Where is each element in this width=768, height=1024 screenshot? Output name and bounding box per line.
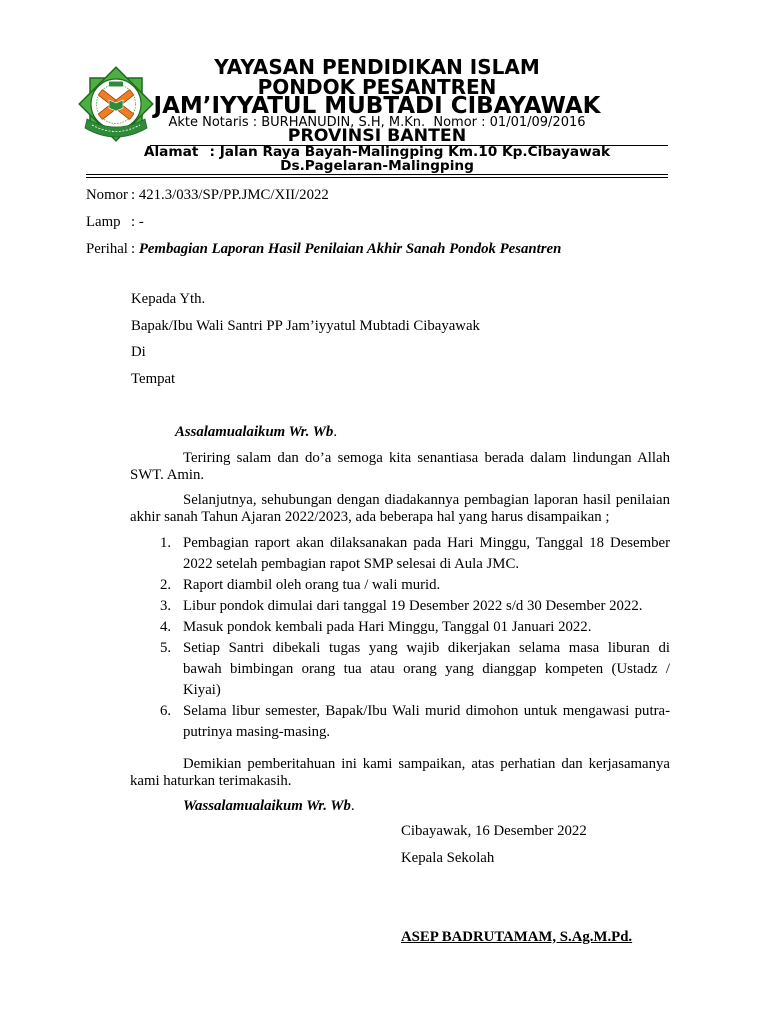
nomor-separator: : [131,186,136,203]
list-item-number: 6. [160,702,172,719]
list-item-number: 4. [160,618,172,635]
paragraph-1-line-2: SWT. Amin. [130,466,205,483]
paragraph-1-line-1: Teriring salam dan do’a semoga kita senantiasa berada dalam lindungan Allah [183,449,670,466]
opening-salutation [175,424,337,441]
list-item-number: 5. [160,639,172,656]
letterhead-double-rule-top [86,174,668,175]
perihal-label: Perihal [86,240,128,257]
province: PROVINSI BANTEN [287,126,467,146]
closing-salutation-text: Wassalamualaikum Wr. Wb [183,797,351,814]
recipient-greeting: Kepada Yth. [131,290,206,307]
lamp-label: Lamp [86,213,121,230]
list-item-line: putrinya masing-masing. [183,723,331,740]
opening-salutation-punct: . [333,423,338,440]
nomor-value: 421.3/033/SP/PP.JMC/XII/2022 [138,186,329,203]
nomor-label: Nomor [86,186,128,203]
list-item-number: 1. [160,534,172,551]
list-item-line: Raport diambil oleh orang tua / wali murid. [183,576,441,593]
list-item-line: Kiyai) [183,681,221,698]
list-item-number: 3. [160,597,172,614]
list-item-number: 2. [160,576,172,593]
address-line-2: Ds.Pagelaran-Malingping [280,158,474,174]
recipient-place: Tempat [131,370,176,387]
closing-paragraph-line-2: kami haturkan terimakasih. [130,772,292,789]
recipient-di: Di [131,343,146,360]
lamp-row [86,214,144,231]
opening-salutation-text: Assalamualaikum Wr. Wb [175,423,334,440]
recipient-name: Bapak/Ibu Wali Santri PP Jam’iyyatul Mubtadi Cibayawak [131,317,480,334]
list-item-line: 2022 setelah pembagian rapot SMP selesai di Aula JMC. [183,555,520,572]
list-item-line: Pembagian raport akan dilaksanakan pada Hari Minggu, Tanggal 18 Desember [183,534,670,551]
closing-salutation-punct: . [350,797,355,814]
closing-salutation [183,798,355,815]
address-label: Alamat [143,144,199,160]
signature-place-date: Cibayawak, 16 Desember 2022 [401,822,587,839]
paragraph-2-line-2: akhir sanah Tahun Ajaran 2022/2023, ada beberapa hal yang harus disampaikan ; [130,508,610,525]
closing-paragraph-line-1: Demikian pemberitahuan ini kami sampaikan, atas perhatian dan kerjasamanya [183,755,670,772]
institution-name: JAM’IYYATUL MUBTADI CIBAYAWAK [153,93,601,119]
perihal-row [86,241,561,258]
nomor-row [86,187,329,204]
notary-deed: Akte Notaris : BURHANUDIN, S.H, M.Kn. Nomor : 01/01/09/2016 [168,115,586,130]
signature-position: Kepala Sekolah [401,849,495,866]
perihal-value: Pembagian Laporan Hasil Penilaian Akhir Sanah Pondok Pesantren [138,240,562,257]
address-separator: : [209,144,215,160]
letterhead-double-rule-bottom [86,177,668,178]
perihal-separator: : [131,240,136,257]
foundation-title: YAYASAN PENDIDIKAN ISLAM [214,55,540,79]
list-item-line: Libur pondok dimulai dari tanggal 19 Desember 2022 s/d 30 Desember 2022. [183,597,643,614]
address-street: Jalan Raya Bayah-Malingping Km.10 Kp.Cibayawak [219,144,611,160]
institution-type: PONDOK PESANTREN [257,75,497,99]
paragraph-2-line-1: Selanjutnya, sehubungan dengan diadakannya pembagian laporan hasil penilaian [183,491,670,508]
list-item-line: Masuk pondok kembali pada Hari Minggu, Tanggal 01 Januari 2022. [183,618,592,635]
list-item-line: Selama libur semester, Bapak/Ibu Wali murid dimohon untuk mengawasi putra- [183,702,670,719]
list-item-line: Setiap Santri dibekali tugas yang wajib dikerjakan selama masa liburan di [183,639,670,656]
signature-name: ASEP BADRUTAMAM, S.Ag.M.Pd. [401,928,633,945]
list-item-line: bawah bimbingan orang tua atau orang yang dianggap kompeten (Ustadz / [183,660,670,677]
lamp-value: - [138,213,144,230]
lamp-separator: : [131,213,136,230]
